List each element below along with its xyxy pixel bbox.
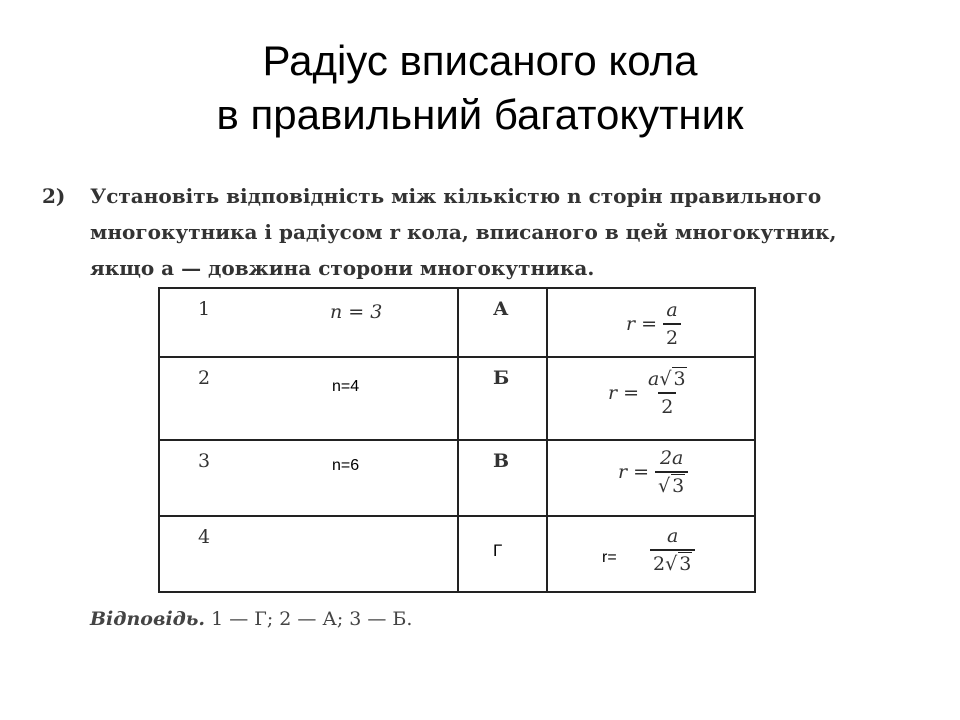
cell-letter [458, 440, 547, 516]
root-value: 3 [679, 553, 692, 575]
cell-formula [547, 357, 755, 440]
denominator: 2 [663, 323, 681, 349]
denominator: 2 [658, 392, 676, 418]
typed-n-value: n=4 [332, 378, 360, 395]
denominator: √ 3 [655, 471, 688, 497]
numerator: a [666, 525, 679, 547]
formula [618, 447, 688, 497]
table-row [159, 516, 755, 592]
fraction [655, 447, 688, 497]
formula-lhs: r = [608, 382, 640, 404]
cell-letter [458, 288, 547, 357]
denominator: 2√ 3 [650, 549, 695, 575]
numerator-a: a [648, 368, 660, 390]
formula-lhs: r = [626, 313, 658, 335]
task-line-3: якщо a — довжина сторони многокутника. [90, 256, 595, 280]
answer-letter: А [493, 298, 509, 320]
n-value: n = 3 [330, 301, 383, 323]
cell-formula [547, 288, 755, 357]
formula [608, 368, 690, 418]
formula-lhs: r = [618, 461, 650, 483]
numerator: a [666, 299, 678, 321]
cell-letter [458, 516, 547, 592]
root-value: 3 [672, 475, 685, 497]
formula [626, 299, 681, 349]
cell-formula [547, 440, 755, 516]
cell-n [159, 357, 458, 440]
row-index: 1 [198, 298, 211, 320]
table-row [159, 440, 755, 516]
numerator: 2a [659, 447, 684, 469]
typed-answer-letter: Г [493, 541, 503, 560]
title-line-1: Радіус вписаного кола [262, 37, 698, 84]
formula [644, 525, 695, 575]
task-line-1: Установіть відповідність між кількістю n сторін правильного [90, 184, 822, 208]
fraction [650, 525, 695, 575]
typed-formula-lhs: r= [602, 549, 617, 566]
fraction [645, 368, 690, 418]
row-index: 2 [198, 367, 211, 389]
answer-letter: Б [493, 367, 510, 389]
task-line-2: многокутника і радіусом r кола, вписаного в цей многокутник, [90, 220, 837, 244]
row-index: 4 [198, 526, 211, 548]
task-text [90, 178, 922, 286]
task-number: 2) [42, 184, 66, 208]
denominator-coefficient: 2 [653, 553, 666, 575]
table-row [159, 357, 755, 440]
cell-n [159, 288, 458, 357]
root-value: 3 [673, 368, 686, 390]
cell-n [159, 440, 458, 516]
matching-table [158, 287, 756, 593]
answer-label: Відповідь. [90, 608, 206, 630]
row-index: 3 [198, 450, 211, 472]
title-line-2: в правильний багатокутник [216, 91, 744, 138]
answer-text: 1 — Г; 2 — А; 3 — Б. [211, 608, 413, 630]
slide-title [0, 34, 960, 142]
answer-letter: В [493, 450, 510, 472]
cell-letter [458, 357, 547, 440]
table-row [159, 288, 755, 357]
cell-formula [547, 516, 755, 592]
typed-n-value: n=6 [332, 457, 360, 474]
answer-line [90, 608, 412, 630]
numerator: a√ 3 [648, 368, 686, 390]
cell-n [159, 516, 458, 592]
fraction [663, 299, 681, 349]
